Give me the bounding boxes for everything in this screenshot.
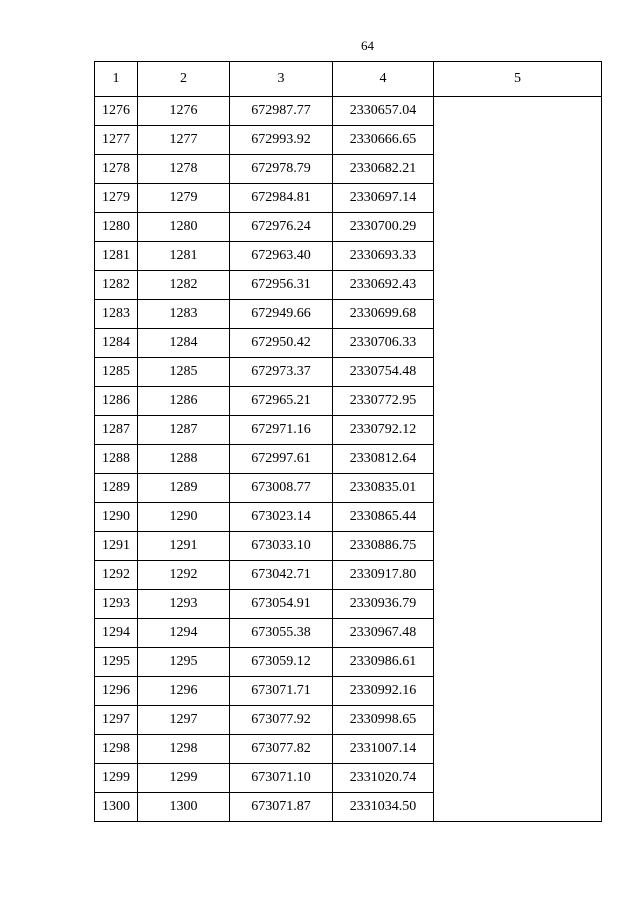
cell-coordinate-y: 2330754.48: [333, 358, 434, 387]
cell-point-id: 1277: [138, 126, 230, 155]
cell-point-id: 1300: [138, 793, 230, 822]
cell-coordinate-x: 673042.71: [230, 561, 333, 590]
cell-point-id: 1297: [138, 706, 230, 735]
cell-point-number: 1287: [95, 416, 138, 445]
cell-coordinate-x: 673059.12: [230, 648, 333, 677]
cell-point-number: 1298: [95, 735, 138, 764]
cell-coordinate-x: 673055.38: [230, 619, 333, 648]
cell-point-id: 1293: [138, 590, 230, 619]
cell-point-number: 1293: [95, 590, 138, 619]
cell-point-id: 1284: [138, 329, 230, 358]
cell-point-number: 1291: [95, 532, 138, 561]
cell-point-number: 1283: [95, 300, 138, 329]
cell-point-id: 1287: [138, 416, 230, 445]
cell-point-number: 1278: [95, 155, 138, 184]
cell-coordinate-x: 672965.21: [230, 387, 333, 416]
cell-point-id: 1295: [138, 648, 230, 677]
cell-coordinate-y: 2330986.61: [333, 648, 434, 677]
cell-point-id: 1278: [138, 155, 230, 184]
cell-coordinate-y: 2330697.14: [333, 184, 434, 213]
cell-coordinate-y: 2331007.14: [333, 735, 434, 764]
table-header: [95, 62, 602, 97]
cell-point-number: 1288: [95, 445, 138, 474]
cell-coordinate-y: 2330967.48: [333, 619, 434, 648]
cell-coordinate-y: 2330682.21: [333, 155, 434, 184]
cell-coordinate-y: 2330835.01: [333, 474, 434, 503]
cell-coordinate-y: 2330865.44: [333, 503, 434, 532]
cell-point-number: 1300: [95, 793, 138, 822]
cell-coordinate-y: 2330693.33: [333, 242, 434, 271]
cell-coordinate-x: 673071.71: [230, 677, 333, 706]
cell-point-number: 1277: [95, 126, 138, 155]
cell-point-number: 1294: [95, 619, 138, 648]
cell-coordinate-x: 672963.40: [230, 242, 333, 271]
cell-point-id: 1290: [138, 503, 230, 532]
cell-coordinate-x: 672976.24: [230, 213, 333, 242]
cell-coordinate-y: 2330998.65: [333, 706, 434, 735]
cell-coordinate-y: 2330992.16: [333, 677, 434, 706]
cell-coordinate-x: 672978.79: [230, 155, 333, 184]
cell-point-number: 1284: [95, 329, 138, 358]
cell-coordinate-x: 673077.92: [230, 706, 333, 735]
cell-point-id: 1289: [138, 474, 230, 503]
cell-point-number: 1297: [95, 706, 138, 735]
cell-coordinate-y: 2330792.12: [333, 416, 434, 445]
cell-point-number: 1295: [95, 648, 138, 677]
cell-point-id: 1299: [138, 764, 230, 793]
cell-coordinate-x: 672987.77: [230, 97, 333, 126]
cell-point-id: 1296: [138, 677, 230, 706]
cell-point-number: 1282: [95, 271, 138, 300]
cell-point-number: 1299: [95, 764, 138, 793]
column-header-3: 3: [230, 62, 333, 97]
cell-point-id: 1292: [138, 561, 230, 590]
cell-coordinate-x: 673033.10: [230, 532, 333, 561]
cell-coordinate-y: 2330936.79: [333, 590, 434, 619]
cell-point-id: 1283: [138, 300, 230, 329]
cell-coordinate-x: 673077.82: [230, 735, 333, 764]
cell-point-id: 1288: [138, 445, 230, 474]
cell-point-id: 1294: [138, 619, 230, 648]
cell-point-number: 1285: [95, 358, 138, 387]
table-row: [95, 97, 602, 126]
cell-coordinate-x: 673071.10: [230, 764, 333, 793]
cell-coordinate-x: 672950.42: [230, 329, 333, 358]
cell-point-id: 1276: [138, 97, 230, 126]
cell-coordinate-y: 2330657.04: [333, 97, 434, 126]
coordinates-table: [94, 61, 602, 822]
column-header-2: 2: [138, 62, 230, 97]
cell-coordinate-y: 2330666.65: [333, 126, 434, 155]
cell-point-number: 1281: [95, 242, 138, 271]
cell-coordinate-y: 2330886.75: [333, 532, 434, 561]
cell-coordinate-x: 673023.14: [230, 503, 333, 532]
page-number: 64: [361, 38, 374, 53]
cell-point-number: 1292: [95, 561, 138, 590]
cell-point-number: 1296: [95, 677, 138, 706]
cell-coordinate-x: 672956.31: [230, 271, 333, 300]
cell-point-id: 1282: [138, 271, 230, 300]
column-header-5: 5: [434, 62, 602, 97]
cell-coordinate-y: 2331034.50: [333, 793, 434, 822]
table-body: [95, 97, 602, 822]
cell-coordinate-y: 2330917.80: [333, 561, 434, 590]
cell-coordinate-y: 2330699.68: [333, 300, 434, 329]
cell-coordinate-y: 2330700.29: [333, 213, 434, 242]
cell-coordinate-y: 2330812.64: [333, 445, 434, 474]
cell-point-id: 1279: [138, 184, 230, 213]
column-header-4: 4: [333, 62, 434, 97]
cell-point-number: 1289: [95, 474, 138, 503]
cell-coordinate-y: 2330772.95: [333, 387, 434, 416]
cell-point-number: 1290: [95, 503, 138, 532]
cell-coordinate-x: 672949.66: [230, 300, 333, 329]
cell-coordinate-x: 673054.91: [230, 590, 333, 619]
cell-coordinate-x: 673071.87: [230, 793, 333, 822]
cell-point-id: 1291: [138, 532, 230, 561]
header-row: [95, 62, 602, 97]
cell-coordinate-y: 2330692.43: [333, 271, 434, 300]
cell-coordinate-x: 672997.61: [230, 445, 333, 474]
cell-coordinate-y: 2330706.33: [333, 329, 434, 358]
cell-point-number: 1286: [95, 387, 138, 416]
cell-point-id: 1285: [138, 358, 230, 387]
cell-point-number: 1280: [95, 213, 138, 242]
cell-coordinate-x: 672971.16: [230, 416, 333, 445]
cell-coordinate-x: 673008.77: [230, 474, 333, 503]
cell-coordinate-x: 672984.81: [230, 184, 333, 213]
cell-coordinate-y: 2331020.74: [333, 764, 434, 793]
cell-point-id: 1281: [138, 242, 230, 271]
cell-coordinate-x: 672973.37: [230, 358, 333, 387]
cell-column-5-merged: [434, 97, 602, 822]
cell-point-id: 1286: [138, 387, 230, 416]
cell-point-id: 1298: [138, 735, 230, 764]
cell-point-number: 1276: [95, 97, 138, 126]
cell-point-number: 1279: [95, 184, 138, 213]
cell-coordinate-x: 672993.92: [230, 126, 333, 155]
column-header-1: 1: [95, 62, 138, 97]
cell-point-id: 1280: [138, 213, 230, 242]
